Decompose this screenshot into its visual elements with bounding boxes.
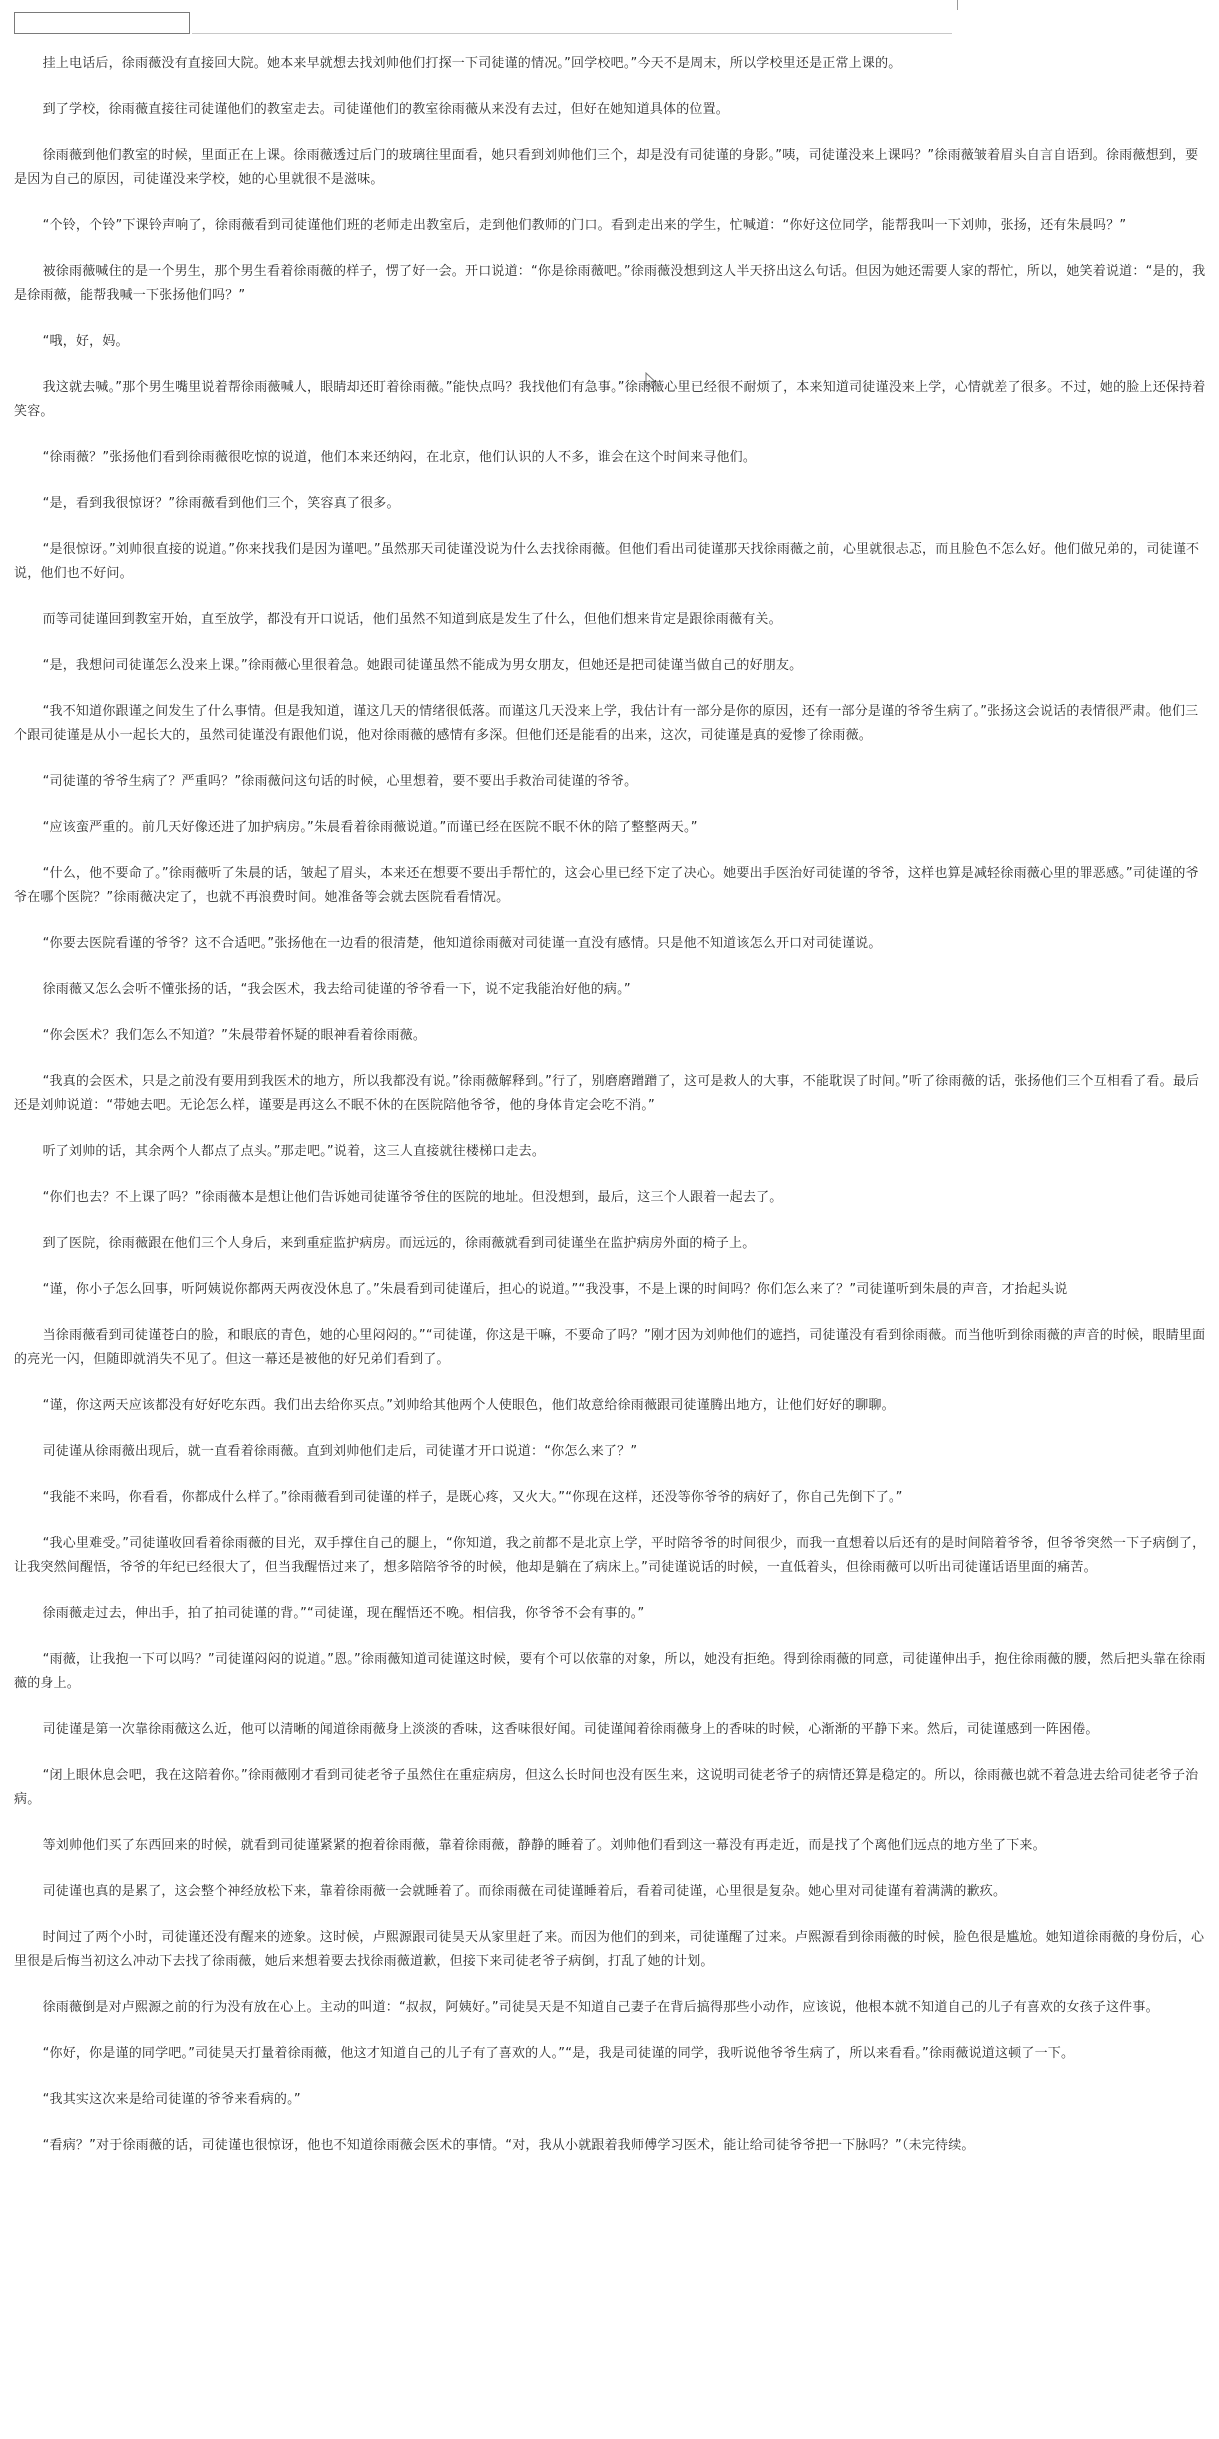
top-bar (0, 0, 1219, 30)
paragraph: “我能不来吗，你看看，你都成什么样了。”徐雨薇看到司徒谨的样子，是既心疼，又火大。”“你现在这样，还没等你爷爷的病好了，你自己先倒下了。” (42, 1490, 903, 1505)
tick-mark (957, 0, 958, 10)
paragraph: “你会医术？我们怎么不知道？”朱晨带着怀疑的眼神看着徐雨薇。 (42, 1028, 427, 1043)
paragraph: 我这就去喊。”那个男生嘴里说着帮徐雨薇喊人，眼睛却还盯着徐雨薇。”能快点吗？我找他们有急事。”徐雨薇心里已经很不耐烦了，本来知道司徒谨没来上学，心情就差了很多。不过，她的脸上还保持着笑容。 (14, 380, 1206, 419)
paragraph: 徐雨薇倒是对卢熙源之前的行为没有放在心上。主动的叫道：“叔叔，阿姨好。”司徒昊天是不知道自己妻子在背后搞得那些小动作，应该说，他根本就不知道自己的儿子有喜欢的女孩子这件事。 (42, 2000, 1159, 2015)
paragraph: “你要去医院看谨的爷爷？这不合适吧。”张扬他在一边看的很清楚，他知道徐雨薇对司徒谨一直没有感情。只是他不知道该怎么开口对司徒谨说。 (42, 936, 882, 951)
paragraph: “我其实这次来是给司徒谨的爷爷来看病的。” (42, 2092, 301, 2107)
paragraph: 时间过了两个小时，司徒谨还没有醒来的迹象。这时候，卢熙源跟司徒昊天从家里赶了来。而因为他们的到来，司徒谨醒了过来。卢熙源看到徐雨薇的时候，脸色很是尴尬。她知道徐雨薇的身份后，心里很是后悔当初这么冲动下去找了徐雨薇，她后来想着要去找徐雨薇道歉，但接下来司徒老爷子病倒，打乱了她的计划。 (14, 1930, 1205, 1969)
paragraph: 徐雨薇又怎么会听不懂张扬的话，“我会医术，我去给司徒谨的爷爷看一下，说不定我能治好他的病。” (42, 982, 631, 997)
paragraph: 听了刘帅的话，其余两个人都点了点头。”那走吧。”说着，这三人直接就往楼梯口走去。 (42, 1144, 546, 1159)
paragraph: “我不知道你跟谨之间发生了什么事情。但是我知道，谨这几天的情绪很低落。而谨这几天没来上学，我估计有一部分是你的原因，还有一部分是谨的爷爷生病了。”张扬这会说话的表情很严肃。他们三个跟司徒谨是从小一起长大的，虽然司徒谨没有跟他们说，他对徐雨薇的感情有多深。但他们还是能看的出来，这次，司徒谨是真的爱惨了徐雨薇。 (14, 704, 1199, 743)
paragraph: 而等司徒谨回到教室开始，直至放学，都没有开口说话，他们虽然不知道到底是发生了什么，但他们想来肯定是跟徐雨薇有关。 (42, 612, 782, 627)
paragraph: 徐雨薇到他们教室的时候，里面正在上课。徐雨薇透过后门的玻璃往里面看，她只看到刘帅他们三个，却是没有司徒谨的身影。”咦，司徒谨没来上课吗？”徐雨薇皱着眉头自言自语到。徐雨薇想到，要是因为自己的原因，司徒谨没来学校，她的心里就很不是滋味。 (14, 148, 1199, 187)
paragraph: “是，看到我很惊讶？”徐雨薇看到他们三个，笑容真了很多。 (42, 496, 400, 511)
paragraph: “我心里难受。”司徒谨收回看着徐雨薇的目光，双手撑住自己的腿上，“你知道，我之前都不是北京上学，平时陪爷爷的时间很少，而我一直想着以后还有的是时间陪着爷爷，但爷爷突然一下子病倒了，让我突然间醒悟，爷爷的年纪已经很大了，但当我醒悟过来了，想多陪陪爷爷的时候，他却是躺在了病床上。”司徒谨说话的时候，一直低着头，但徐雨薇可以听出司徒谨话语里面的痛苦。 (14, 1536, 1206, 1575)
paragraph: 司徒谨也真的是累了，这会整个神经放松下来，靠着徐雨薇一会就睡着了。而徐雨薇在司徒谨睡着后，看着司徒谨，心里很是复杂。她心里对司徒谨有着满满的歉疚。 (42, 1884, 1007, 1899)
paragraph: “是很惊讶。”刘帅很直接的说道。”你来找我们是因为谨吧。”虽然那天司徒谨没说为什么去找徐雨薇。但他们看出司徒谨那天找徐雨薇之前，心里就很忐忑，而且脸色不怎么好。他们做兄弟的，司徒谨不说，他们也不好问。 (14, 542, 1200, 581)
paragraph: “个铃，个铃”下课铃声响了，徐雨薇看到司徒谨他们班的老师走出教室后，走到他们教师的门口。看到走出来的学生，忙喊道：“你好这位同学，能帮我叫一下刘帅，张扬，还有朱晨吗？” (42, 218, 1127, 233)
paragraph: “徐雨薇？”张扬他们看到徐雨薇很吃惊的说道，他们本来还纳闷，在北京，他们认识的人不多，谁会在这个时间来寻他们。 (42, 450, 757, 465)
paragraph: 被徐雨薇喊住的是一个男生，那个男生看着徐雨薇的样子，愣了好一会。开口说道：“你是徐雨薇吧。”徐雨薇没想到这人半天挤出这么句话。但因为她还需要人家的帮忙，所以，她笑着说道：“是的，我是徐雨薇，能帮我喊一下张扬他们吗？” (14, 264, 1206, 303)
paragraph: “我真的会医术，只是之前没有要用到我医术的地方，所以我都没有说。”徐雨薇解释到。”行了，别磨磨蹭蹭了，这可是救人的大事，不能耽误了时间。”听了徐雨薇的话，张扬他们三个互相看了看。最后还是刘帅说道：“带她去吧。无论怎么样，谨要是再这么不眠不休的在医院陪他爷爷，他的身体肯定会吃不消。” (14, 1074, 1200, 1113)
paragraph: “雨薇，让我抱一下可以吗？”司徒谨闷闷的说道。”恩。”徐雨薇知道司徒谨这时候，要有个可以依靠的对象，所以，她没有拒绝。得到徐雨薇的同意，司徒谨伸出手，抱住徐雨薇的腰，然后把头靠在徐雨薇的身上。 (14, 1652, 1206, 1691)
paragraph: 等刘帅他们买了东西回来的时候，就看到司徒谨紧紧的抱着徐雨薇，靠着徐雨薇，静静的睡着了。刘帅他们看到这一幕没有再走近，而是找了个离他们远点的地方坐了下来。 (42, 1838, 1046, 1853)
top-divider (192, 33, 952, 34)
paragraph: “哦，好，妈。 (42, 334, 129, 349)
paragraph: “你好，你是谨的同学吧。”司徒昊天打量着徐雨薇，他这才知道自己的儿子有了喜欢的人。”“是，我是司徒谨的同学，我听说他爷爷生病了，所以来看看。”徐雨薇说道这顿了一下。 (42, 2046, 1075, 2061)
paragraph: 司徒谨是第一次靠徐雨薇这么近，他可以清晰的闻道徐雨薇身上淡淡的香味，这香味很好闻。司徒谨闻着徐雨薇身上的香味的时候，心渐渐的平静下来。然后，司徒谨感到一阵困倦。 (42, 1722, 1099, 1737)
paragraph: 徐雨薇走过去，伸出手，拍了拍司徒谨的背。”“司徒谨，现在醒悟还不晚。相信我，你爷爷不会有事的。” (42, 1606, 645, 1621)
article-body (14, 52, 1210, 2180)
paragraph: “谨，你小子怎么回事，听阿姨说你都两天两夜没休息了。”朱晨看到司徒谨后，担心的说道。”“我没事，不是上课的时间吗？你们怎么来了？”司徒谨听到朱晨的声音，才抬起头说 (42, 1282, 1068, 1297)
paragraph: “什么，他不要命了。”徐雨薇听了朱晨的话，皱起了眉头，本来还在想要不要出手帮忙的，这会心里已经下定了决心。她要出手医治好司徒谨的爷爷，这样也算是减轻徐雨薇心里的罪恶感。”司徒谨的爷爷在哪个医院？”徐雨薇决定了，也就不再浪费时间。她准备等会就去医院看看情况。 (14, 866, 1199, 905)
paragraph: 到了医院，徐雨薇跟在他们三个人身后，来到重症监护病房。而远远的，徐雨薇就看到司徒谨坐在监护病房外面的椅子上。 (42, 1236, 756, 1251)
paragraph: “看病？”对于徐雨薇的话，司徒谨也很惊讶，他也不知道徐雨薇会医术的事情。“对，我从小就跟着我师傅学习医术，能让给司徒爷爷把一下脉吗？”（未完待续。 (42, 2138, 975, 2153)
paragraph: 当徐雨薇看到司徒谨苍白的脸，和眼底的青色，她的心里闷闷的。”“司徒谨，你这是干嘛，不要命了吗？”刚才因为刘帅他们的遮挡，司徒谨没有看到徐雨薇。而当他听到徐雨薇的声音的时候，眼睛里面的亮光一闪，但随即就消失不见了。但这一幕还是被他的好兄弟们看到了。 (14, 1328, 1206, 1367)
paragraph: “是，我想问司徒谨怎么没来上课。”徐雨薇心里很着急。她跟司徒谨虽然不能成为男女朋友，但她还是把司徒谨当做自己的好朋友。 (42, 658, 803, 673)
paragraph: “闭上眼休息会吧，我在这陪着你。”徐雨薇刚才看到司徒老爷子虽然住在重症病房，但这么长时间也没有医生来，这说明司徒老爷子的病情还算是稳定的。所以，徐雨薇也就不着急进去给司徒老爷子治病。 (14, 1768, 1199, 1807)
search-input[interactable] (14, 12, 190, 34)
paragraph: “你们也去？不上课了吗？”徐雨薇本是想让他们告诉她司徒谨爷爷住的医院的地址。但没想到，最后，这三个人跟着一起去了。 (42, 1190, 783, 1205)
paragraph: 挂上电话后，徐雨薇没有直接回大院。她本来早就想去找刘帅他们打探一下司徒谨的情况。”回学校吧。”今天不是周末，所以学校里还是正常上课的。 (42, 56, 902, 71)
paragraph: “谨，你这两天应该都没有好好吃东西。我们出去给你买点。”刘帅给其他两个人使眼色，他们故意给徐雨薇跟司徒谨腾出地方，让他们好好的聊聊。 (42, 1398, 895, 1413)
paragraph: “司徒谨的爷爷生病了？严重吗？”徐雨薇问这句话的时候，心里想着，要不要出手救治司徒谨的爷爷。 (42, 774, 638, 789)
paragraph: 到了学校，徐雨薇直接往司徒谨他们的教室走去。司徒谨他们的教室徐雨薇从来没有去过，但好在她知道具体的位置。 (42, 102, 729, 117)
paragraph: “应该蛮严重的。前几天好像还进了加护病房。”朱晨看着徐雨薇说道。”而谨已经在医院不眠不休的陪了整整两天。” (42, 820, 698, 835)
paragraph: 司徒谨从徐雨薇出现后，就一直看着徐雨薇。直到刘帅他们走后，司徒谨才开口说道：“你怎么来了？” (42, 1444, 638, 1459)
